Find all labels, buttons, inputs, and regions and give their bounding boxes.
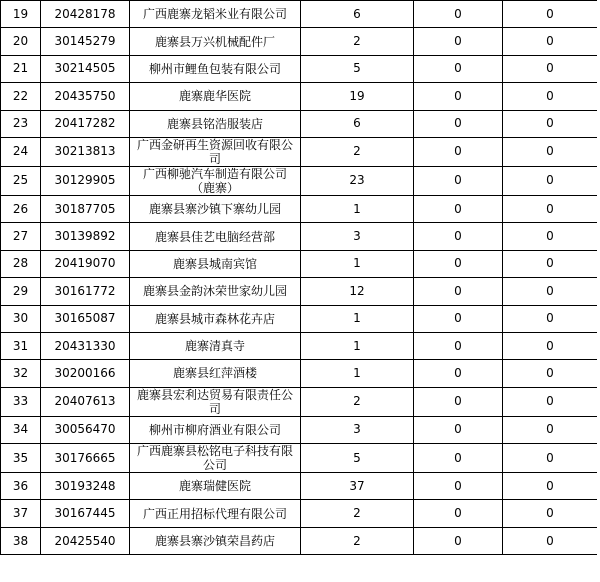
value-cell-a[interactable]: 0 xyxy=(414,137,503,166)
company-name-cell[interactable]: 广西金研再生资源回收有限公司 xyxy=(130,137,301,166)
code-cell[interactable]: 20435750 xyxy=(41,83,130,110)
row-number-cell[interactable]: 22 xyxy=(1,83,41,110)
company-name-cell[interactable]: 鹿寨县寨沙镇荣昌药店 xyxy=(130,527,301,554)
code-cell[interactable]: 30200166 xyxy=(41,360,130,387)
row-number-cell[interactable]: 28 xyxy=(1,250,41,277)
table-row xyxy=(1,223,598,250)
code-cell[interactable]: 20417282 xyxy=(41,110,130,137)
value-cell-b[interactable]: 0 xyxy=(503,278,598,305)
row-number-cell[interactable]: 30 xyxy=(1,305,41,332)
table-row xyxy=(1,473,598,500)
code-cell[interactable]: 20419070 xyxy=(41,250,130,277)
value-cell-b[interactable]: 0 xyxy=(503,332,598,359)
code-cell[interactable]: 30129905 xyxy=(41,166,130,195)
company-name-cell[interactable]: 鹿寨县红萍酒楼 xyxy=(130,360,301,387)
row-number-cell[interactable]: 25 xyxy=(1,166,41,195)
count-cell[interactable]: 2 xyxy=(301,500,414,527)
table-row xyxy=(1,55,598,82)
company-name-cell[interactable]: 鹿寨瑞健医院 xyxy=(130,473,301,500)
company-name-cell[interactable]: 广西鹿寨县松铭电子科技有限公司 xyxy=(130,444,301,473)
company-name-cell[interactable]: 广西鹿寨龙韬米业有限公司 xyxy=(130,1,301,28)
code-cell[interactable]: 20407613 xyxy=(41,387,130,416)
code-cell[interactable]: 30165087 xyxy=(41,305,130,332)
code-cell[interactable]: 30214505 xyxy=(41,55,130,82)
row-number-cell[interactable]: 24 xyxy=(1,137,41,166)
count-cell[interactable]: 6 xyxy=(301,1,414,28)
value-cell-b[interactable]: 0 xyxy=(503,28,598,55)
company-name-cell[interactable]: 鹿寨县佳艺电脑经营部 xyxy=(130,223,301,250)
company-name-cell[interactable]: 柳州市鲤鱼包装有限公司 xyxy=(130,55,301,82)
count-cell[interactable]: 1 xyxy=(301,332,414,359)
row-number-cell[interactable]: 27 xyxy=(1,223,41,250)
count-cell[interactable]: 3 xyxy=(301,223,414,250)
value-cell-b[interactable]: 0 xyxy=(503,305,598,332)
value-cell-a[interactable]: 0 xyxy=(414,223,503,250)
table-row xyxy=(1,166,598,195)
count-cell[interactable]: 2 xyxy=(301,137,414,166)
company-name-cell[interactable]: 广西正用招标代理有限公司 xyxy=(130,500,301,527)
table-row xyxy=(1,83,598,110)
row-number-cell[interactable]: 38 xyxy=(1,527,41,554)
row-number-cell[interactable]: 32 xyxy=(1,360,41,387)
table-row xyxy=(1,137,598,166)
value-cell-a[interactable]: 0 xyxy=(414,332,503,359)
table-row xyxy=(1,28,598,55)
row-number-cell[interactable]: 35 xyxy=(1,444,41,473)
value-cell-b[interactable]: 0 xyxy=(503,195,598,222)
count-cell[interactable]: 37 xyxy=(301,473,414,500)
table-row xyxy=(1,305,598,332)
value-cell-a[interactable]: 0 xyxy=(414,278,503,305)
value-cell-b[interactable]: 0 xyxy=(503,223,598,250)
value-cell-b[interactable]: 0 xyxy=(503,83,598,110)
code-cell[interactable]: 30213813 xyxy=(41,137,130,166)
table-row xyxy=(1,110,598,137)
value-cell-b[interactable]: 0 xyxy=(503,444,598,473)
count-cell[interactable]: 1 xyxy=(301,360,414,387)
row-number-cell[interactable]: 36 xyxy=(1,473,41,500)
value-cell-a[interactable]: 0 xyxy=(414,473,503,500)
code-cell[interactable]: 30193248 xyxy=(41,473,130,500)
value-cell-b[interactable]: 0 xyxy=(503,416,598,443)
table-row xyxy=(1,195,598,222)
row-number-cell[interactable]: 33 xyxy=(1,387,41,416)
code-cell[interactable]: 30139892 xyxy=(41,223,130,250)
value-cell-b[interactable]: 0 xyxy=(503,250,598,277)
value-cell-b[interactable]: 0 xyxy=(503,1,598,28)
code-cell[interactable]: 20431330 xyxy=(41,332,130,359)
code-cell[interactable]: 30161772 xyxy=(41,278,130,305)
company-name-cell[interactable]: 鹿寨县宏利达贸易有限责任公司 xyxy=(130,387,301,416)
count-cell[interactable]: 2 xyxy=(301,387,414,416)
value-cell-b[interactable]: 0 xyxy=(503,360,598,387)
count-cell[interactable]: 12 xyxy=(301,278,414,305)
value-cell-a[interactable]: 0 xyxy=(414,387,503,416)
row-number-cell[interactable]: 37 xyxy=(1,500,41,527)
count-cell[interactable]: 23 xyxy=(301,166,414,195)
table-row xyxy=(1,387,598,416)
count-cell[interactable]: 3 xyxy=(301,416,414,443)
company-name-cell[interactable]: 广西柳驰汽车制造有限公司（鹿寨） xyxy=(130,166,301,195)
value-cell-a[interactable]: 0 xyxy=(414,83,503,110)
value-cell-b[interactable]: 0 xyxy=(503,55,598,82)
value-cell-b[interactable]: 0 xyxy=(503,500,598,527)
table-row xyxy=(1,500,598,527)
table-row xyxy=(1,360,598,387)
value-cell-b[interactable]: 0 xyxy=(503,527,598,554)
company-name-cell[interactable]: 鹿寨县城市森林花卉店 xyxy=(130,305,301,332)
table-row xyxy=(1,332,598,359)
value-cell-b[interactable]: 0 xyxy=(503,137,598,166)
value-cell-a[interactable]: 0 xyxy=(414,250,503,277)
value-cell-a[interactable]: 0 xyxy=(414,110,503,137)
company-name-cell[interactable]: 鹿寨县城南宾馆 xyxy=(130,250,301,277)
code-cell[interactable]: 30187705 xyxy=(41,195,130,222)
count-cell[interactable]: 19 xyxy=(301,83,414,110)
company-name-cell[interactable]: 柳州市柳府酒业有限公司 xyxy=(130,416,301,443)
value-cell-a[interactable]: 0 xyxy=(414,305,503,332)
table-row xyxy=(1,250,598,277)
count-cell[interactable]: 1 xyxy=(301,305,414,332)
company-name-cell[interactable]: 鹿寨清真寺 xyxy=(130,332,301,359)
count-cell[interactable]: 6 xyxy=(301,110,414,137)
row-number-cell[interactable]: 34 xyxy=(1,416,41,443)
row-number-cell[interactable]: 21 xyxy=(1,55,41,82)
value-cell-b[interactable]: 0 xyxy=(503,387,598,416)
table-row xyxy=(1,416,598,443)
table-row xyxy=(1,278,598,305)
row-number-cell[interactable]: 20 xyxy=(1,28,41,55)
row-number-cell[interactable]: 23 xyxy=(1,110,41,137)
value-cell-a[interactable]: 0 xyxy=(414,360,503,387)
company-name-cell[interactable]: 鹿寨县金韵沐荣世家幼儿园 xyxy=(130,278,301,305)
row-number-cell[interactable]: 26 xyxy=(1,195,41,222)
count-cell[interactable]: 1 xyxy=(301,250,414,277)
table-body xyxy=(1,1,598,555)
count-cell[interactable]: 5 xyxy=(301,55,414,82)
row-number-cell[interactable]: 19 xyxy=(1,1,41,28)
company-name-cell[interactable]: 鹿寨县铭浩服装店 xyxy=(130,110,301,137)
value-cell-a[interactable]: 0 xyxy=(414,28,503,55)
count-cell[interactable]: 5 xyxy=(301,444,414,473)
code-cell[interactable]: 30176665 xyxy=(41,444,130,473)
value-cell-a[interactable]: 0 xyxy=(414,55,503,82)
code-cell[interactable]: 20425540 xyxy=(41,527,130,554)
company-name-cell[interactable]: 鹿寨县万兴机械配件厂 xyxy=(130,28,301,55)
value-cell-a[interactable]: 0 xyxy=(414,527,503,554)
value-cell-a[interactable]: 0 xyxy=(414,195,503,222)
value-cell-b[interactable]: 0 xyxy=(503,166,598,195)
code-cell[interactable]: 30145279 xyxy=(41,28,130,55)
table-row xyxy=(1,527,598,554)
value-cell-a[interactable]: 0 xyxy=(414,1,503,28)
value-cell-a[interactable]: 0 xyxy=(414,444,503,473)
code-cell[interactable]: 30167445 xyxy=(41,500,130,527)
table-row xyxy=(1,1,598,28)
count-cell[interactable]: 1 xyxy=(301,195,414,222)
value-cell-b[interactable]: 0 xyxy=(503,110,598,137)
table-row xyxy=(1,444,598,473)
company-name-cell[interactable]: 鹿寨县寨沙镇下寨幼儿园 xyxy=(130,195,301,222)
value-cell-b[interactable]: 0 xyxy=(503,473,598,500)
value-cell-a[interactable]: 0 xyxy=(414,416,503,443)
value-cell-a[interactable]: 0 xyxy=(414,166,503,195)
code-cell[interactable]: 30056470 xyxy=(41,416,130,443)
value-cell-a[interactable]: 0 xyxy=(414,500,503,527)
row-number-cell[interactable]: 31 xyxy=(1,332,41,359)
row-number-cell[interactable]: 29 xyxy=(1,278,41,305)
company-name-cell[interactable]: 鹿寨鹿华医院 xyxy=(130,83,301,110)
code-cell[interactable]: 20428178 xyxy=(41,1,130,28)
count-cell[interactable]: 2 xyxy=(301,527,414,554)
count-cell[interactable]: 2 xyxy=(301,28,414,55)
